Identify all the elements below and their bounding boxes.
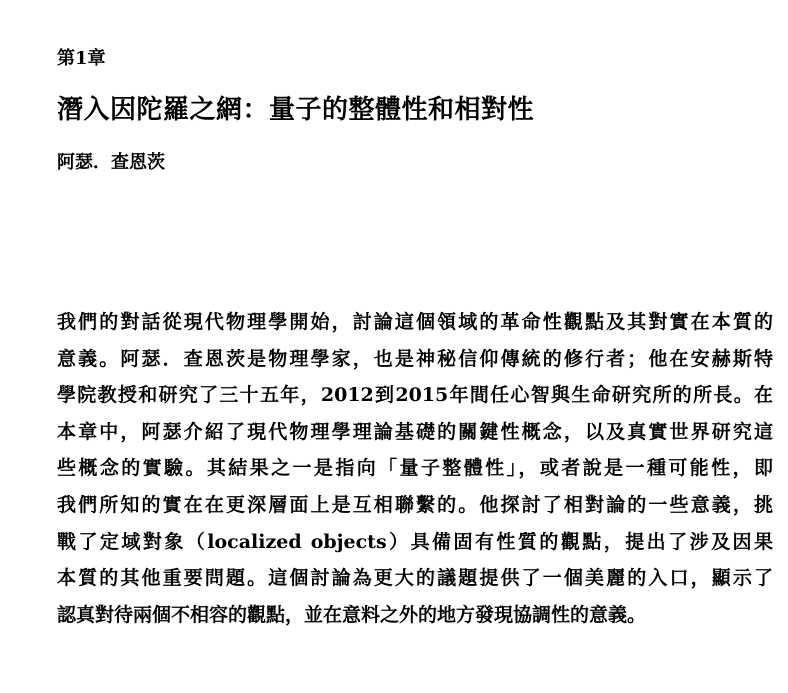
body-line: 認真對待兩個不相容的觀點，並在意料之外的地方發現協調性的意義。 — [57, 603, 647, 626]
body-line: 意義。阿瑟．查恩茨是物理學家，也是神秘信仰傳統的修行者；他在安赫斯特 — [57, 347, 773, 370]
chapter-title: 潛入因陀羅之網：量子的整體性和相對性 — [57, 95, 535, 125]
body-line: 戰了定域對象（localized objects）具備固有性質的觀點，提出了涉及因果 — [57, 530, 773, 553]
body-line: 些概念的實驗。其結果之一是指向「量子整體性」，或者說是一種可能性，即 — [57, 457, 773, 480]
chapter-author: 阿瑟．查恩茨 — [57, 152, 165, 173]
body-line: 我們所知的實在在更深層面上是互相聯繫的。他探討了相對論的一些意義，挑 — [57, 493, 773, 516]
body-paragraph — [57, 304, 773, 633]
chapter-label: 第1章 — [57, 48, 106, 69]
body-line: 學院教授和研究了三十五年，2012到2015年間任心智與生命研究所的所長。在 — [57, 384, 773, 407]
body-line: 本章中，阿瑟介紹了現代物理學理論基礎的關鍵性概念，以及真實世界研究這 — [57, 420, 773, 443]
body-line: 本質的其他重要問題。這個討論為更大的議題提供了一個美麗的入口，顯示了 — [57, 567, 773, 590]
body-line: 我們的對話從現代物理學開始，討論這個領域的革命性觀點及其對實在本質的 — [57, 311, 773, 333]
